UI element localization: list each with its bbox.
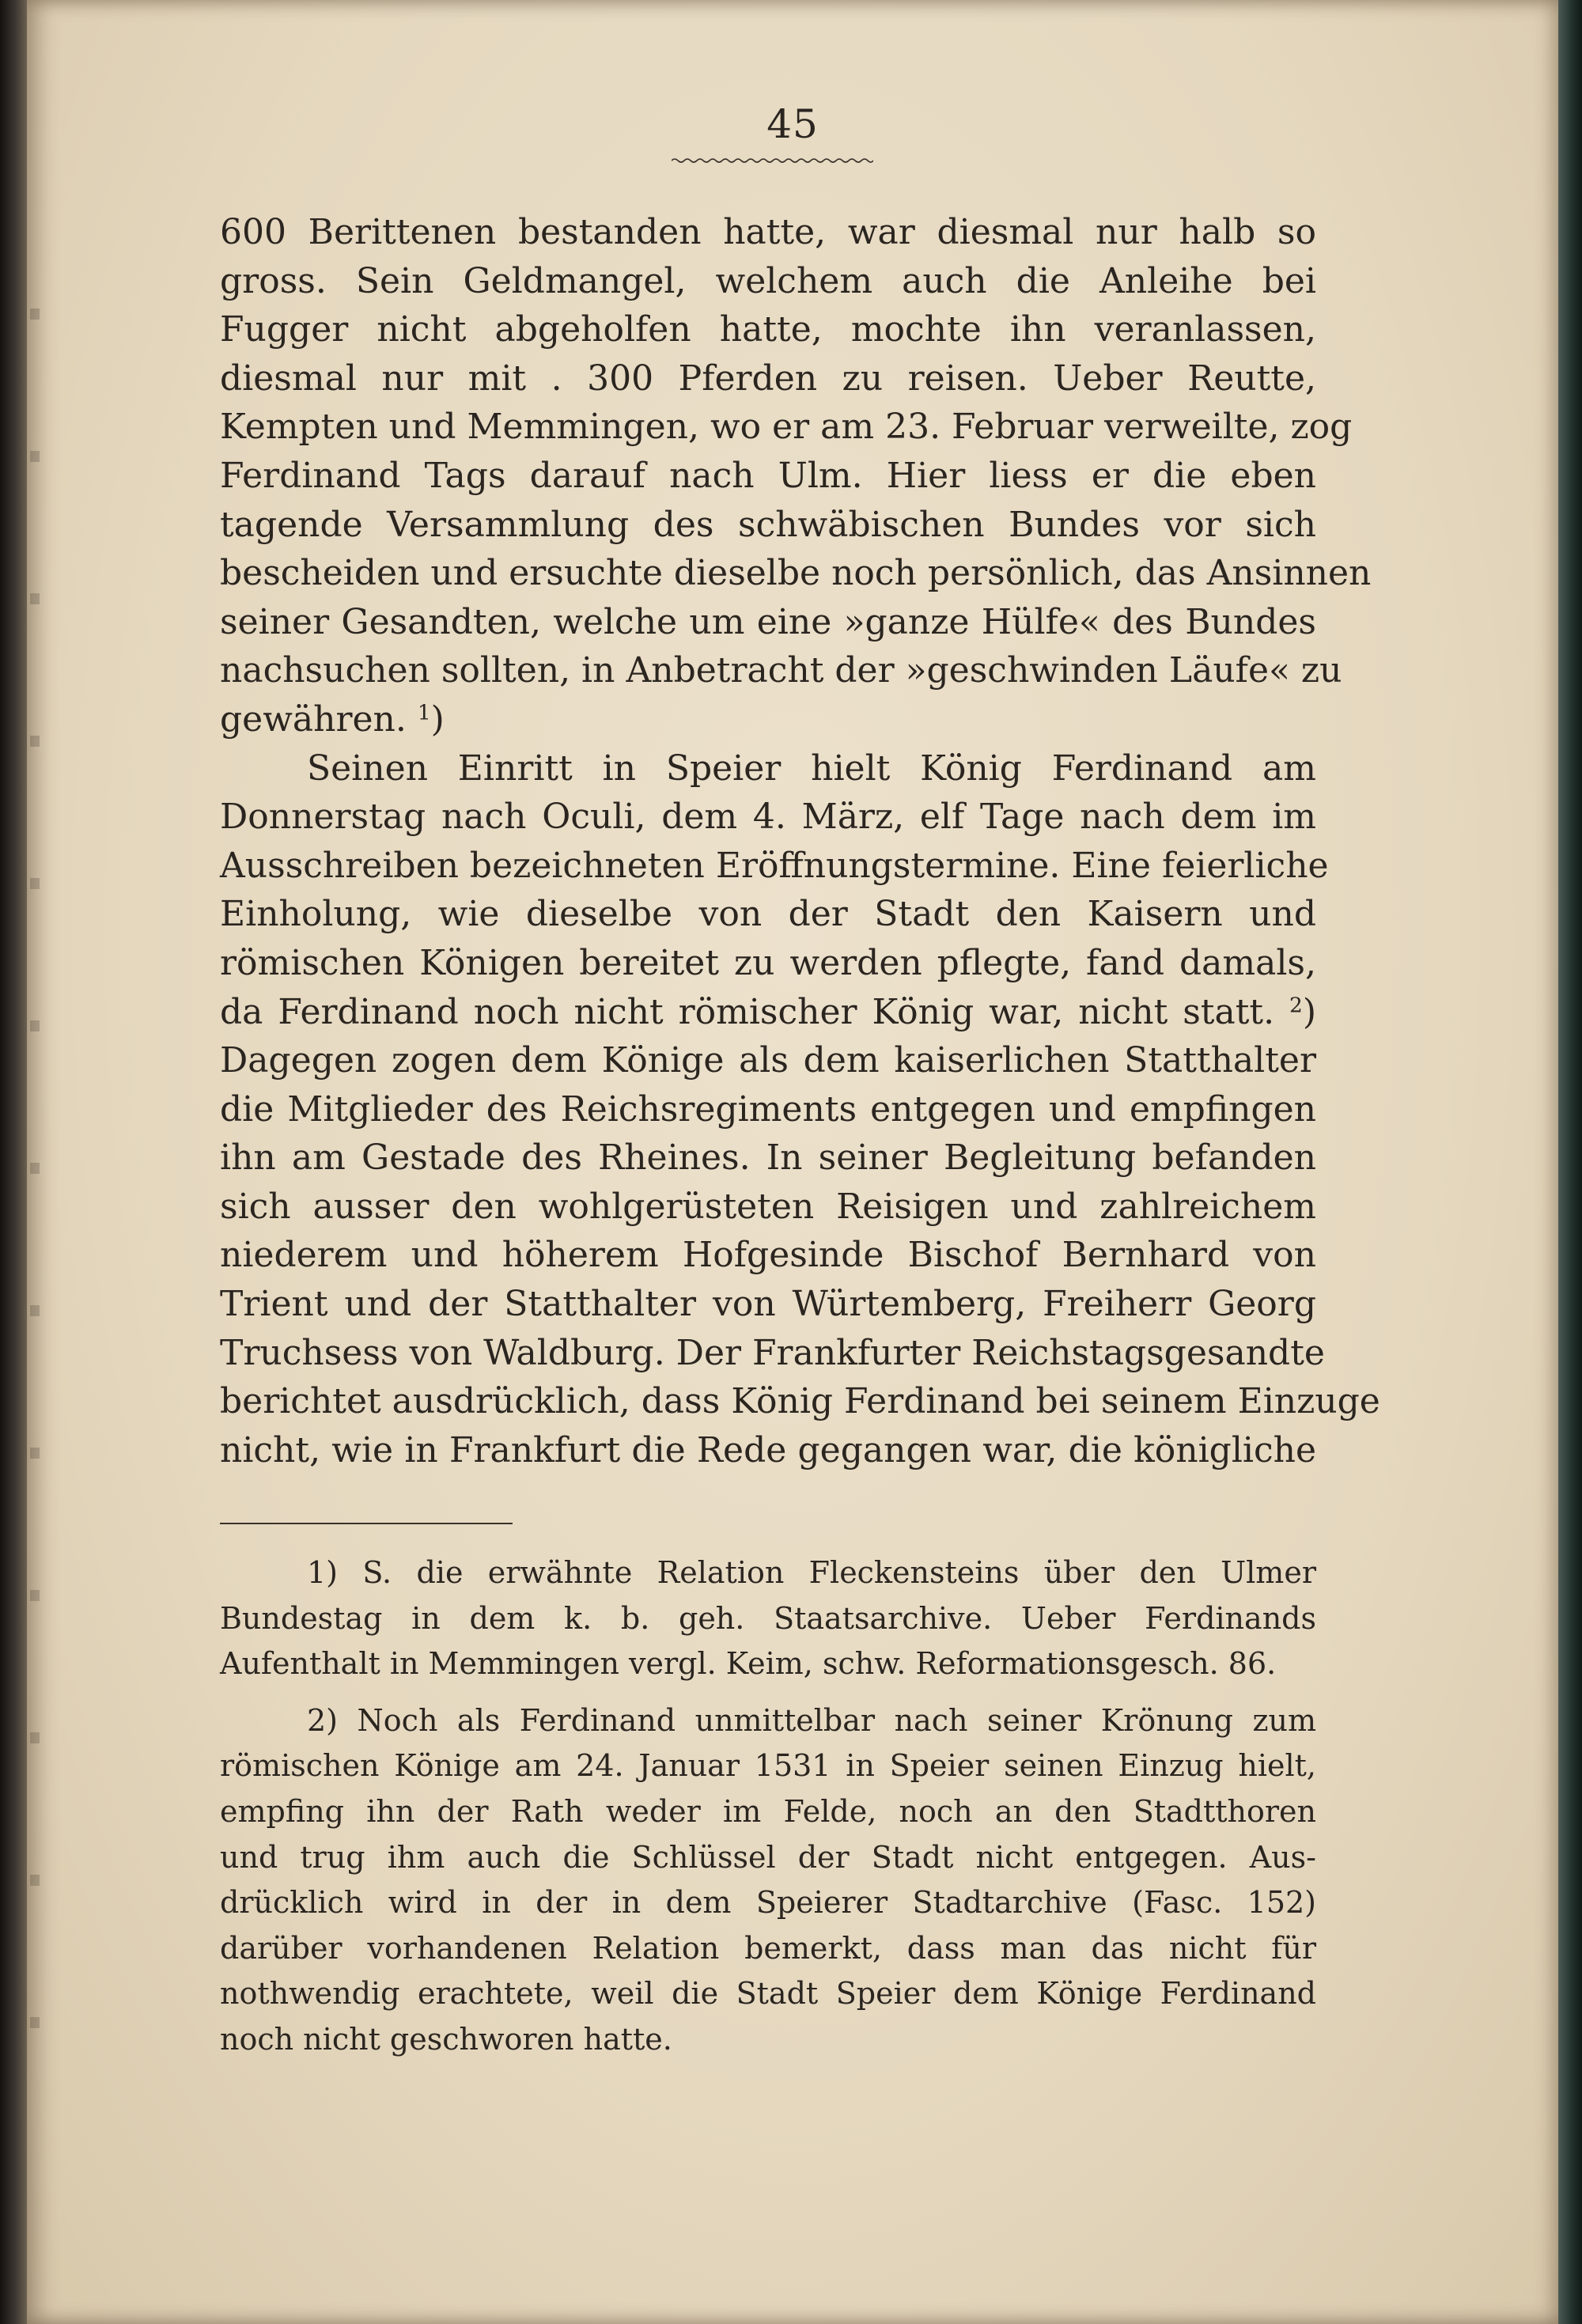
text-line: berichtet ausdrücklich, dass König Ferdinand bei seinem Einzuge	[220, 1381, 1380, 1422]
footnote-marker-1: 1)	[307, 1555, 339, 1590]
text-line: Einholung, wie dieselbe von der Stadt den Kaisern und	[220, 894, 1316, 935]
text-line: Trient und der Statthalter von Würtemberg, Freiherr Georg	[220, 1284, 1316, 1325]
footnote-1-line	[220, 1550, 1316, 1596]
text-line: 600 Berittenen bestanden hatte, war diesmal nur halb so	[220, 212, 1316, 252]
footnote-2-line: und trug ihm auch die Schlüssel der Stadt nicht entgegen. Aus-	[220, 1839, 1316, 1875]
footnote-2-line: empfing ihn der Rath weder im Felde, noch an den Stadtthoren	[220, 1793, 1316, 1829]
text-line: sich ausser den wohlgerüsteten Reisigen und zahlreichem	[220, 1186, 1316, 1227]
book-binding-left	[0, 0, 27, 2324]
text-line-with-ref: da Ferdinand noch nicht römischer König war, nicht statt. $^2$)	[220, 991, 1316, 1032]
footnote-2-line: noch nicht geschworen hatte.	[220, 2021, 672, 2057]
text-segment: S. die erwähnte Relation Fleckensteins über den Ulmer	[362, 1555, 1316, 1590]
text-line: tagende Versammlung des schwäbischen Bundes vor sich	[220, 504, 1316, 545]
text-line: bescheiden und ersuchte dieselbe noch persönlich, das Ansinnen	[220, 553, 1372, 594]
text-line: nicht, wie in Frankfurt die Rede gegangen war, die königliche	[220, 1429, 1316, 1470]
text-line: gross. Sein Geldmangel, welchem auch die Anleihe bei	[220, 260, 1316, 301]
text-line: Seinen Einritt in Speier hielt König Ferdinand am	[307, 748, 1316, 789]
main-text-block	[220, 208, 1380, 1474]
footnote-2-line: nothwendig erachtete, weil die Stadt Speier dem Könige Ferdinand	[220, 1976, 1316, 2012]
page-number: 45	[766, 101, 819, 147]
footnote-marker-2: 2)	[307, 1702, 339, 1738]
page-number-ornament	[672, 157, 873, 165]
footnote-ref-2: 2	[1289, 992, 1303, 1017]
text-line: römischen Königen bereitet zu werden pflegte, fand damals,	[220, 942, 1316, 983]
footnote-2-line: drücklich wird in der in dem Speierer Stadtarchive (Fasc. 152)	[220, 1885, 1316, 1921]
footnote-2-line: darüber vorhandenen Relation bemerkt, dass man das nicht für	[220, 1930, 1316, 1966]
book-page	[27, 0, 1558, 2324]
footnote-separator	[220, 1523, 513, 1524]
footnote-ref-1: 1	[417, 700, 431, 725]
footnote-2-line	[220, 1698, 1316, 1744]
footnote-1-line: Bundestag in dem k. b. geh. Staatsarchive. Ueber Ferdinands	[220, 1600, 1316, 1636]
text-line: die Mitglieder des Reichsregiments entgegen und empfingen	[220, 1088, 1316, 1130]
text-line: nachsuchen sollten, in Anbetracht der »geschwinden Läufe« zu	[220, 650, 1342, 691]
text-line: seiner Gesandten, welche um eine »ganze Hülfe« des Bundes	[220, 601, 1316, 642]
text-line: Ausschreiben bezeichneten Eröffnungstermine. Eine feierliche	[220, 845, 1329, 886]
text-line: ihn am Gestade des Rheines. In seiner Begleitung befanden	[220, 1137, 1316, 1179]
text-segment: Noch als Ferdinand unmittelbar nach seiner Krönung zum	[357, 1702, 1316, 1738]
text-line: Dagegen zogen dem Könige als dem kaiserlichen Statthalter	[220, 1040, 1316, 1081]
text-line: Fugger nicht abgeholfen hatte, mochte ihn veranlassen,	[220, 309, 1316, 350]
text-line: Donnerstag nach Oculi, dem 4. März, elf Tage nach dem im	[220, 797, 1316, 838]
text-segment: da Ferdinand noch nicht römischer König war, nicht statt.	[220, 991, 1275, 1032]
text-segment: gewähren.	[220, 698, 407, 740]
text-line: Kempten und Memmingen, wo er am 23. Februar verweilte, zog	[220, 407, 1353, 448]
text-line: Truchsess von Waldburg. Der Frankfurter Reichstagsgesandte	[220, 1332, 1325, 1373]
footnote-1-line: Aufenthalt in Memmingen vergl. Keim, schw. Reformationsgesch. 86.	[220, 1646, 1277, 1682]
footnote-gap	[220, 1687, 1316, 1698]
footnote-2-line: römischen Könige am 24. Januar 1531 in Speier seinen Einzug hielt,	[220, 1748, 1316, 1784]
paragraph-end-line: gewähren. $^1$)	[220, 698, 445, 740]
gutter-shadow	[30, 237, 40, 2136]
book-binding-right	[1558, 0, 1582, 2324]
text-line: diesmal nur mit . 300 Pferden zu reisen. Ueber Reutte,	[220, 358, 1316, 399]
text-line: Ferdinand Tags darauf nach Ulm. Hier liess er die eben	[220, 455, 1316, 496]
footnotes-block	[220, 1550, 1316, 2063]
text-line: niederem und höherem Hofgesinde Bischof Bernhard von	[220, 1235, 1316, 1276]
